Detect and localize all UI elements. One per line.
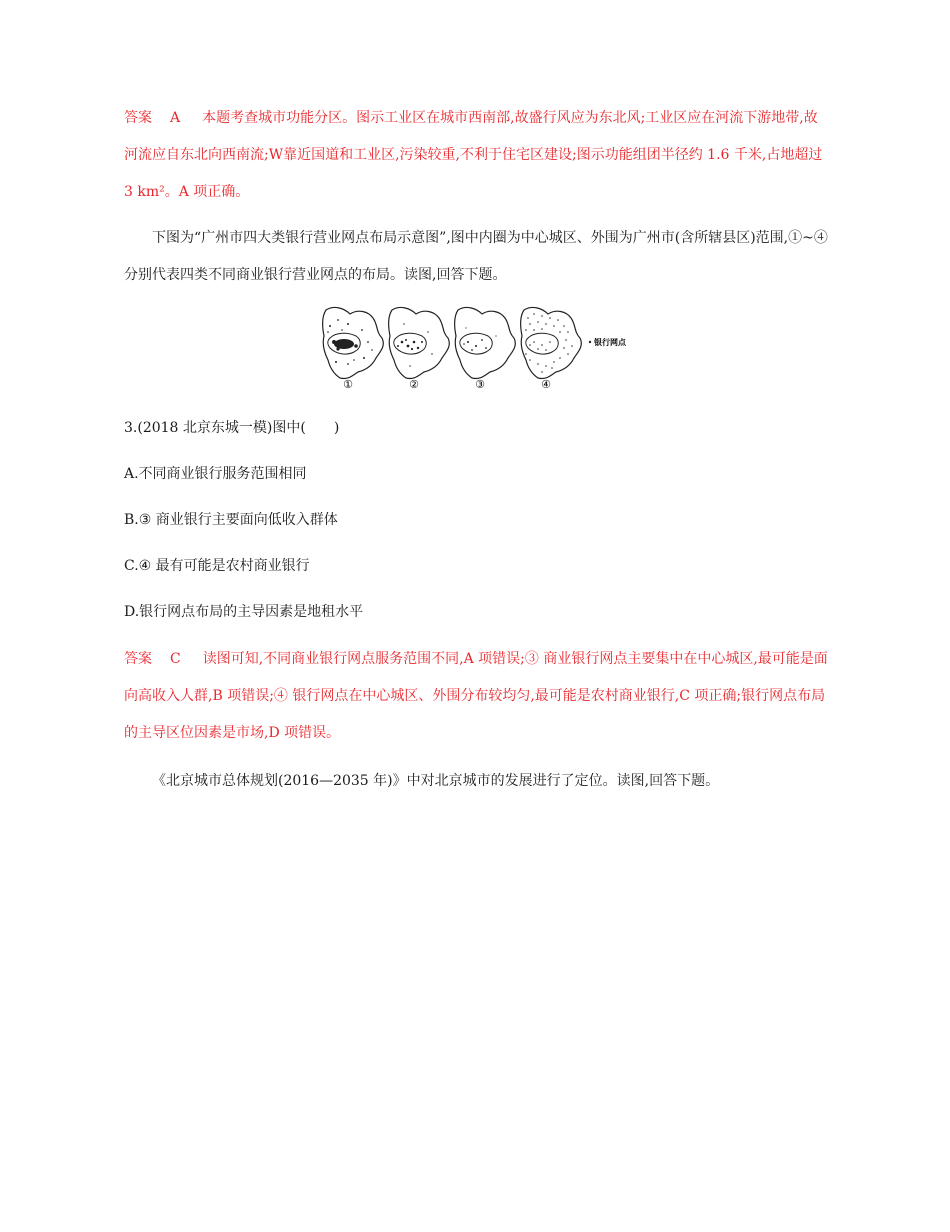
answer-label-2: 答案 [124,651,152,667]
map-4-label: ④ [541,378,551,391]
map-1-label: ① [343,378,353,391]
answer-text-2: 读图可知,不同商业银行网点服务范围不同,A 项错误;③ 商业银行网点主要集中在中心城区,最可能是面向高收入人群,B 项错误;④ 银行网点在中心城区、外围分布较均匀,最可能是农村商业银行,C 项正确;银行网点布局的主导区位因素是市场,D 项错误。 [124,651,828,741]
option-c: C.④ 最有可能是农村商业银行 [124,558,310,574]
answer-letter: A [170,110,181,126]
answer-block-2 [124,641,828,752]
bank-maps-svg [316,302,656,392]
option-b: B.③ 商业银行主要面向低收入群体 [124,512,338,528]
map-4 [521,307,582,391]
intro-text-2: 《北京城市总体规划(2016—2035 年)》中对北京城市的发展进行了定位。读图,回答下题。 [152,773,720,789]
question-stem: 3.(2018 北京东城一模)图中( ) [124,420,340,436]
intro-paragraph-2 [124,763,828,800]
legend-dot-icon [589,341,591,343]
answer-letter-2: C [170,651,181,667]
map-3-label: ③ [475,378,485,391]
answer-label: 答案 [124,110,152,126]
map-2-label: ② [409,378,419,391]
map-1 [323,307,384,391]
map-2 [389,307,450,391]
option-a: A.不同商业银行服务范围相同 [124,466,307,482]
answer-block-1 [124,100,828,211]
map-legend [589,337,627,347]
intro-paragraph-1 [124,220,828,294]
bank-distribution-figure [316,302,656,392]
answer-text: 本题考查城市功能分区。图示工业区在城市西南部,故盛行风应为东北风;工业区应在河流下游地带,故河流应自东北向西南流;W靠近国道和工业区,污染较重,不利于住宅区建设;图示功能组团半径约 1.6 千米,占地超过 3 km²。A 项正确。 [124,110,823,200]
intro-text: 下图为“广州市四大类银行营业网点布局示意图”,图中内圈为中心城区、外围为广州市(含所辖县区)范围,①~④ 分别代表四类不同商业银行营业网点的布局。读图,回答下题。 [124,230,828,283]
legend-label: 银行网点 [594,337,626,347]
map-3 [455,307,516,391]
option-d: D.银行网点布局的主导因素是地租水平 [124,604,364,620]
